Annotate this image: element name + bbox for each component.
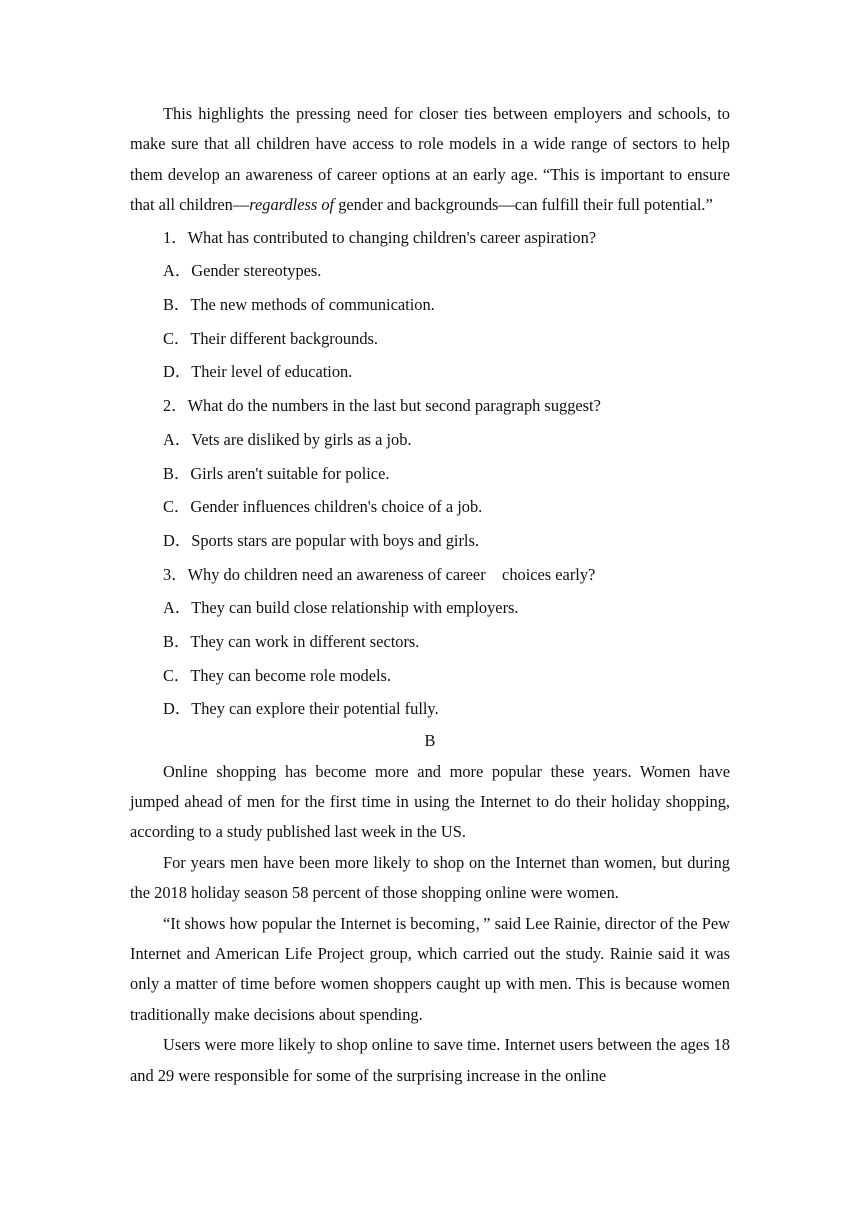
option-c: C．They can become role models. (163, 665, 392, 685)
paragraph-text: This highlights the pressing need for closer ties between employers and schools, to make sure that all children have access to role models in a wide range of sectors to help them develop an awareness of career options at an early age. “This is important to ensure that all children— (130, 104, 730, 215)
passage-b-paragraph-3: “It shows how popular the Internet is becoming，” said Lee Rainie, director of the Pew Internet and American Life Project group, which carried out the study. Rainie said it was only a matter of time before women shoppers caught up with men. This is because women traditionally make decisions about spending. (130, 913, 730, 1024)
italic-phrase: regardless of (249, 195, 335, 215)
question-1 (130, 221, 730, 390)
option-a: A．Vets are disliked by girls as a job. (163, 429, 412, 449)
passage-b-paragraph-2: For years men have been more likely to shop on the Internet than women, but during the 2018 holiday season 58 percent of those shopping online were women. (130, 852, 730, 903)
option-c: C．Gender influences children's choice of a job. (163, 497, 483, 517)
question-2 (130, 389, 730, 558)
option-d: D．Their level of education. (163, 362, 353, 382)
passage-b-paragraph-4: Users were more likely to shop online to save time. Internet users between the ages 18 and 29 were responsible for some of the surprising increase in the online (130, 1035, 730, 1085)
paragraph-text: gender and backgrounds—can fulfill their full potential.” (334, 195, 713, 215)
passage-b-paragraph-1: Online shopping has become more and more popular these years. Women have jumped ahead of men for the first time in using the Internet to do their holiday shopping, according to a study published last week in the US. (130, 761, 730, 842)
option-a: A．They can build close relationship with employers. (163, 598, 519, 618)
question-stem: 3．Why do children need an awareness of career choices early? (163, 564, 596, 584)
question-stem: 1．What has contributed to changing children's career aspiration? (163, 227, 597, 247)
option-c: C．Their different backgrounds. (163, 328, 378, 348)
option-d: D．They can explore their potential fully. (163, 699, 439, 719)
question-stem: 2．What do the numbers in the last but second paragraph suggest? (163, 396, 601, 416)
option-b: B．The new methods of communication. (163, 295, 435, 315)
option-a: A．Gender stereotypes. (163, 261, 322, 281)
question-3 (130, 558, 730, 727)
section-heading: B (424, 731, 436, 751)
document-page (130, 99, 730, 1091)
option-b: B．Girls aren't suitable for police. (163, 463, 390, 483)
passage-a-closing-paragraph (130, 99, 730, 221)
option-d: D．Sports stars are popular with boys and girls. (163, 530, 479, 550)
option-b: B．They can work in different sectors. (163, 632, 420, 652)
